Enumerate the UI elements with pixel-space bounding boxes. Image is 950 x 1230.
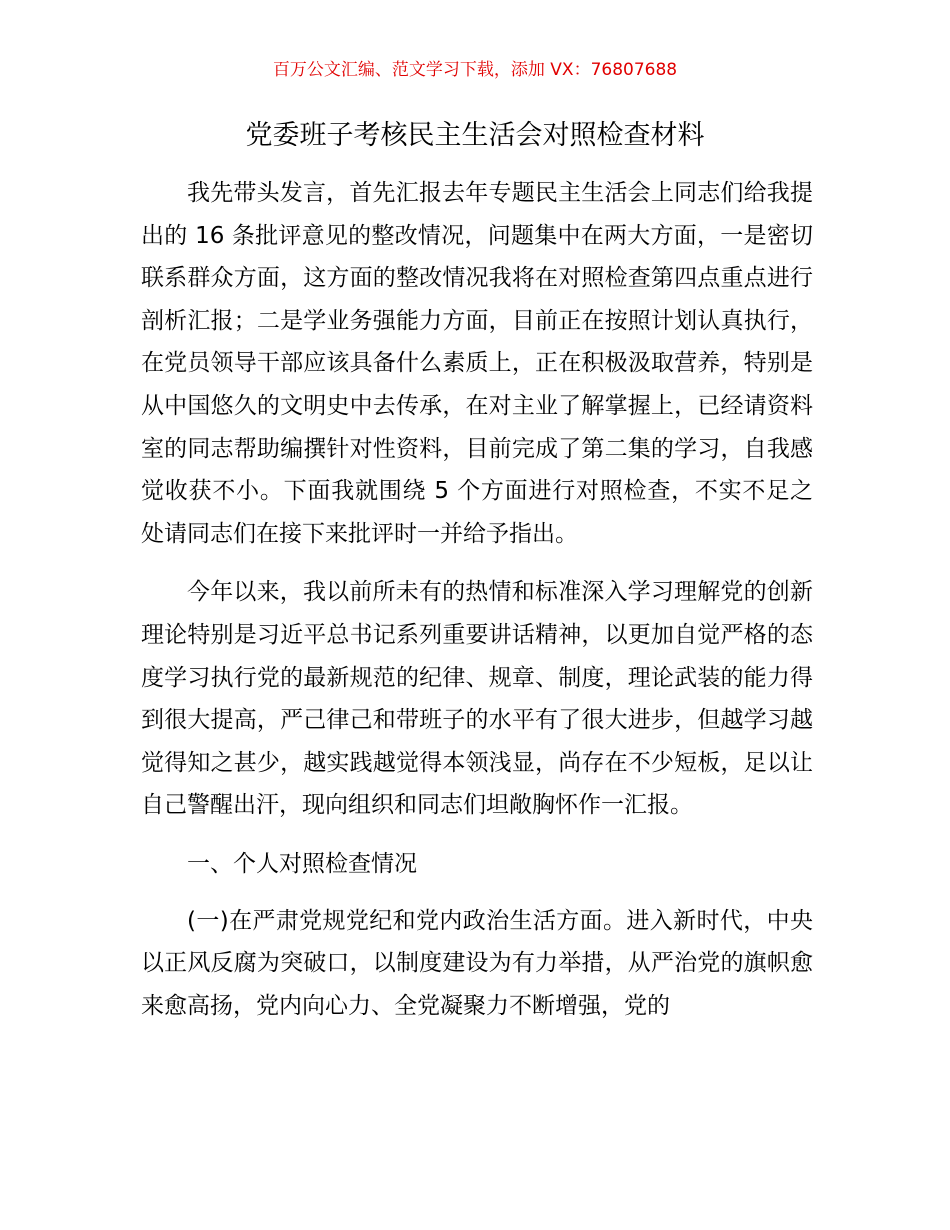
paragraph-section-one: (一)在严肃党规党纪和党内政治生活方面。进入新时代，中央以正风反腐为突破口，以制度建设为有力举措，从严治党的旗帜愈来愈高扬，党内向心力、全党凝聚力不断增强，党的 bbox=[141, 907, 813, 1019]
paragraph-summary: 今年以来，我以前所未有的热情和标准深入学习理解党的创新理论特别是习近平总书记系列重要讲话精神，以更加自觉严格的态度学习执行党的最新规范的纪律、规章、制度，理论武装的能力得到很大提高，严己律己和带班子的水平有了很大进步，但越学习越觉得知之甚少，越实践越觉得本领浅显，尚存在不少短板，足以让自己警醒出汗，现向组织和同志们坦敞胸怀作一汇报。 bbox=[141, 579, 813, 819]
document-body bbox=[141, 172, 813, 1043]
header-watermark-note: 百万公文汇编、范文学习下载，添加 VX：76807688 bbox=[272, 60, 678, 80]
section-heading: 一、个人对照检查情况 bbox=[187, 850, 417, 877]
paragraph-intro: 我先带头发言，首先汇报去年专题民主生活会上同志们给我提出的 16 条批评意见的整改情况，问题集中在两大方面，一是密切联系群众方面，这方面的整改情况我将在对照检查第四点重点进行剖析汇报；二是学业务强能力方面，目前正在按照计划认真执行，在党员领导干部应该具备什么素质上，正在积极汲取营养，特别是从中国悠久的文明史中去传承，在对主业了解掌握上，已经请资料室的同志帮助编撰针对性资料，目前完成了第二集的学习，自我感觉收获不小。下面我就围绕 5 个方面进行对照检查，不实不足之处请同志们在接下来批评时一并给予指出。 bbox=[141, 180, 813, 547]
document-title: 党委班子考核民主生活会对照检查材料 bbox=[245, 120, 705, 151]
